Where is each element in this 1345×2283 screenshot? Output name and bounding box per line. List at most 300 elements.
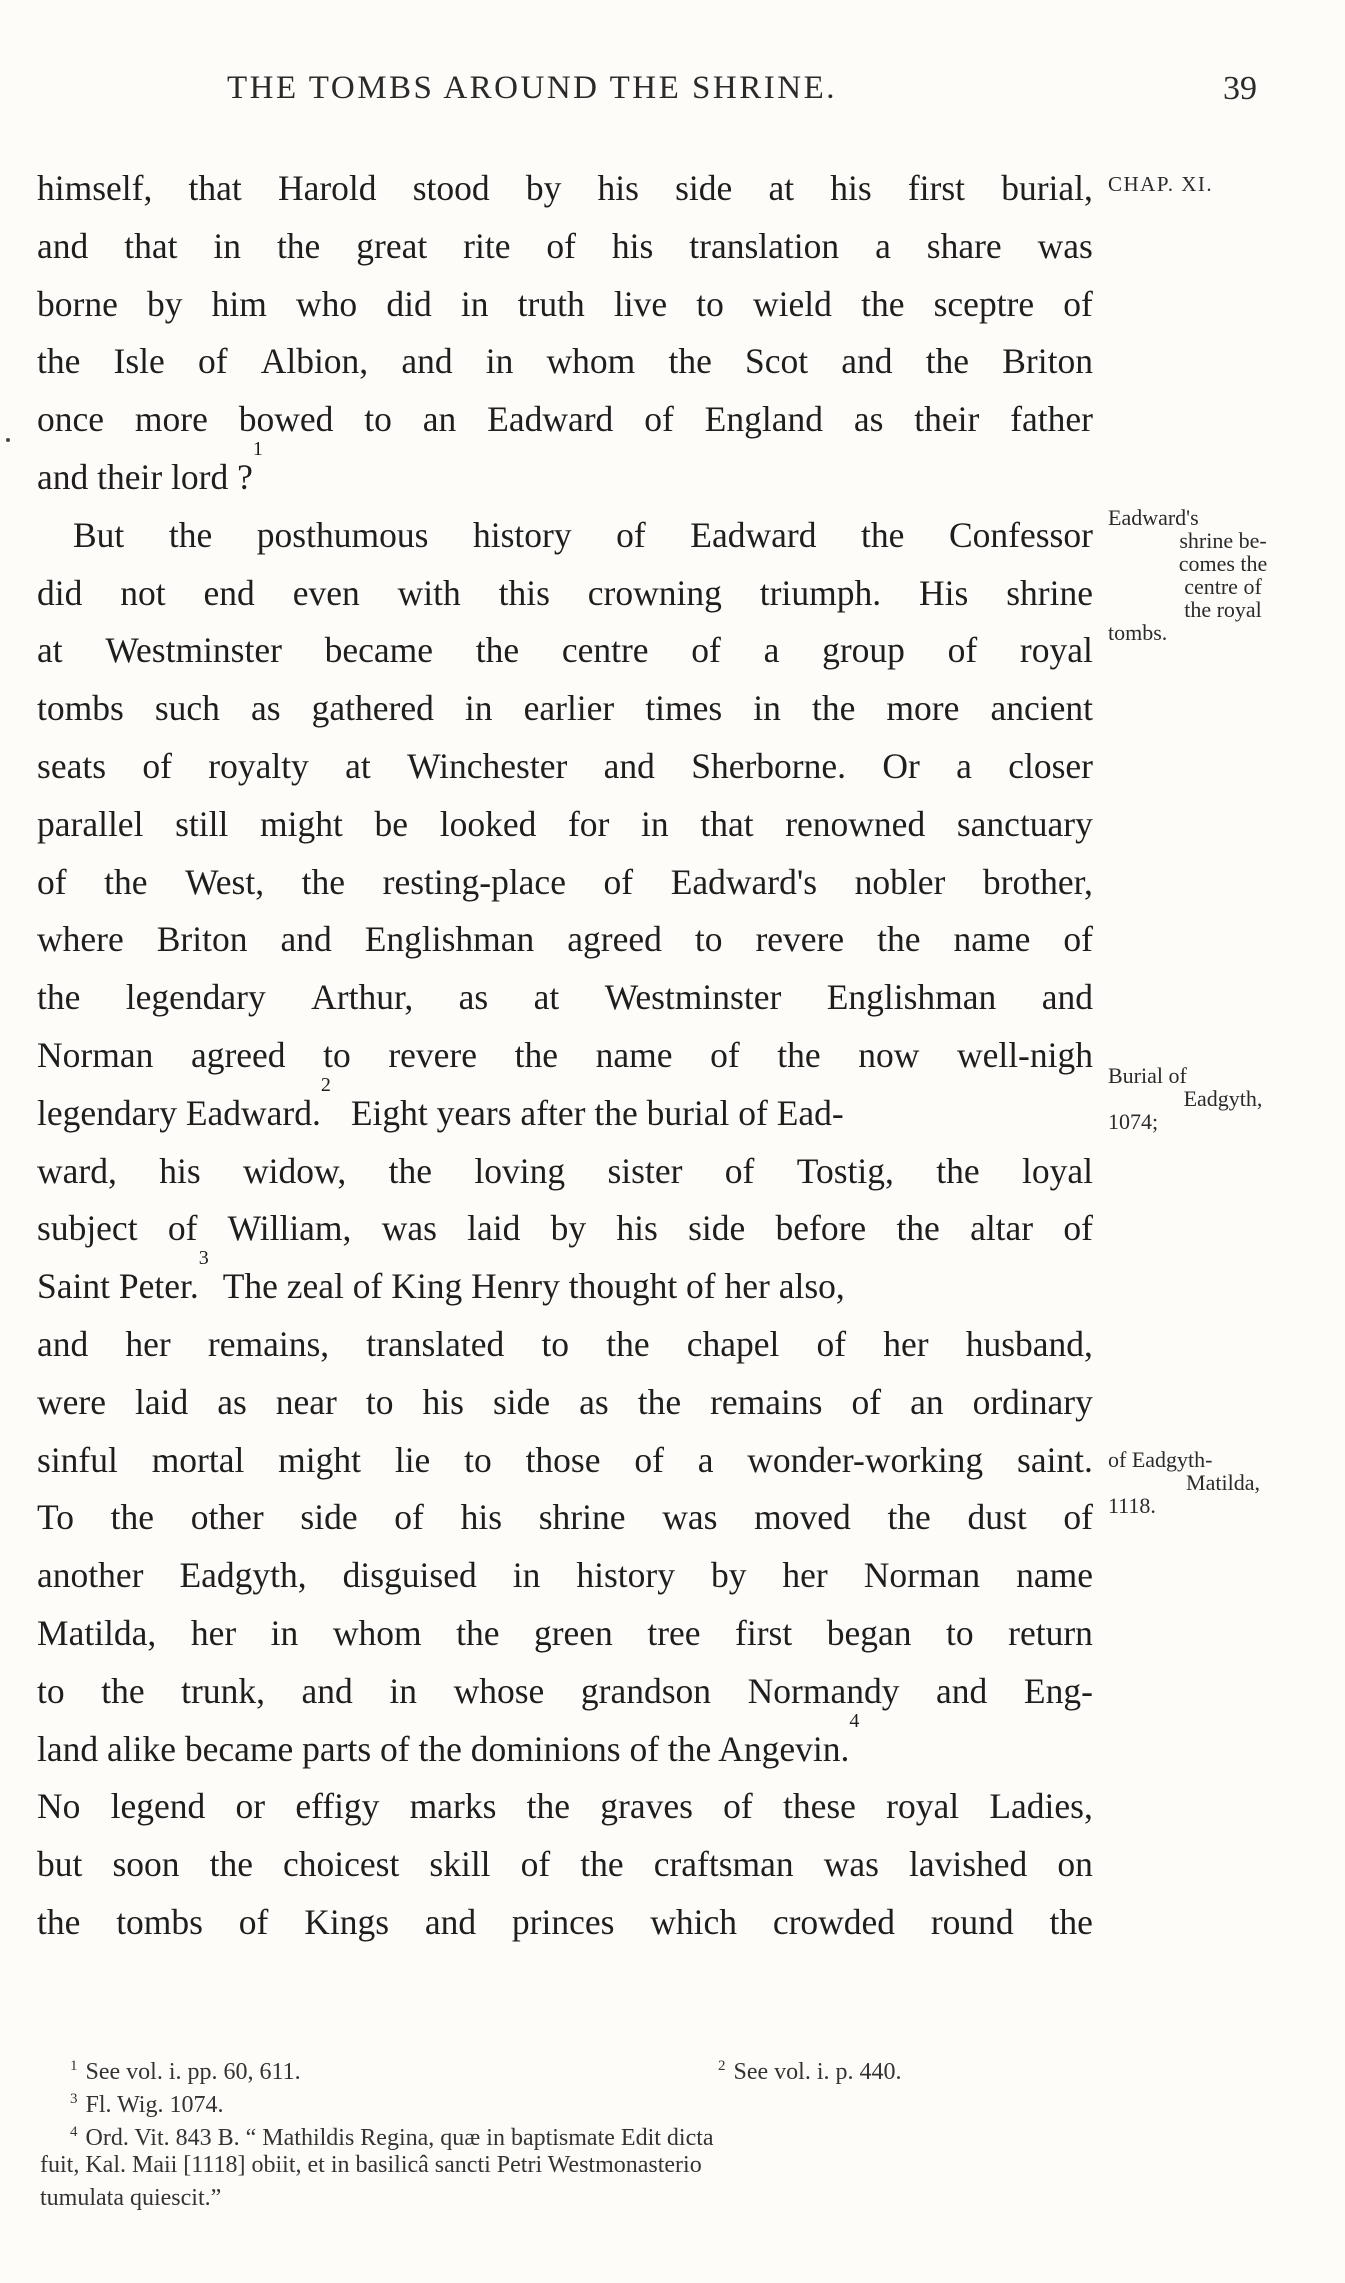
word: the <box>37 977 81 1018</box>
word: the <box>276 225 321 266</box>
word: Englishman <box>364 919 535 960</box>
word: marks <box>409 1786 497 1827</box>
footnote-number: 4 <box>70 2124 78 2140</box>
word: as <box>217 1381 247 1422</box>
word: for <box>567 803 610 844</box>
word: altar <box>970 1208 1034 1249</box>
text-line <box>37 276 1093 334</box>
word: Briton <box>1002 341 1093 382</box>
word: great <box>356 225 428 266</box>
word: sinful <box>37 1439 118 1480</box>
word: ordinary <box>972 1381 1093 1422</box>
word: an <box>422 399 457 440</box>
word: Arthur, <box>311 977 414 1018</box>
word: an <box>910 1381 944 1422</box>
word: group <box>822 630 905 671</box>
word: history <box>576 1555 675 1596</box>
word: Matilda, <box>37 1612 157 1653</box>
word: Isle <box>113 341 165 382</box>
word: the <box>209 1844 253 1885</box>
text-line <box>37 1836 1093 1894</box>
page-header <box>37 70 1257 120</box>
word: his <box>460 1497 503 1538</box>
word: the <box>777 1034 821 1075</box>
word: princes <box>511 1901 615 1942</box>
word: began <box>826 1612 912 1653</box>
word: to <box>946 1612 974 1653</box>
word: might <box>260 803 343 844</box>
word: and <box>936 1670 988 1711</box>
word: crowded <box>772 1901 896 1942</box>
word: trunk, <box>181 1670 265 1711</box>
word: revere <box>755 919 845 960</box>
word: laid <box>134 1381 189 1422</box>
word: more <box>886 688 960 729</box>
word: lie <box>394 1439 431 1480</box>
word: by <box>710 1555 747 1596</box>
word: share <box>926 225 1002 266</box>
word: was <box>381 1208 437 1249</box>
word: of <box>644 399 674 440</box>
word: the <box>1049 1901 1093 1942</box>
word: of <box>603 861 634 902</box>
word: on <box>1057 1844 1093 1885</box>
text-line <box>37 796 1093 854</box>
word: tombs <box>37 688 124 729</box>
word: chapel <box>686 1323 780 1364</box>
word: her <box>190 1612 237 1653</box>
text-line-content: The zeal of King Henry thought of her also, <box>222 1266 845 1307</box>
word: near <box>275 1381 337 1422</box>
word: of <box>851 1381 882 1422</box>
text-line <box>37 680 1093 738</box>
margin-note-line: Eadward's <box>1108 505 1199 530</box>
word: the <box>877 919 921 960</box>
word: Ladies, <box>989 1786 1093 1827</box>
word: that <box>188 168 242 208</box>
word: as <box>579 1381 609 1422</box>
word: of <box>816 1323 847 1364</box>
word: became <box>324 630 434 671</box>
word: wonder-working <box>747 1439 984 1480</box>
word: of <box>691 630 721 671</box>
word: at <box>533 977 560 1018</box>
word: remains, <box>207 1323 330 1364</box>
word: of <box>724 1150 755 1191</box>
word: return <box>1008 1612 1093 1653</box>
word: in <box>270 1612 299 1653</box>
word: Englishman <box>826 977 997 1018</box>
text-line <box>37 565 1093 623</box>
word: green <box>533 1612 613 1653</box>
word: in <box>389 1670 418 1711</box>
text-line <box>37 1432 1093 1490</box>
word: the <box>37 1901 81 1942</box>
word: this <box>498 572 550 613</box>
footnote-number: 1 <box>70 2058 78 2074</box>
word: side <box>688 1208 746 1249</box>
word: name <box>595 1034 673 1075</box>
word: Norman <box>37 1034 154 1075</box>
word: with <box>397 572 461 613</box>
word: as <box>853 399 884 440</box>
word: was <box>1037 225 1093 266</box>
word: not <box>120 572 166 613</box>
word: resting-place <box>382 861 566 902</box>
footnote-text: See vol. i. pp. 60, 611. <box>85 2059 301 2085</box>
word: burial, <box>1001 168 1093 208</box>
word: shrine <box>538 1497 626 1538</box>
word: a <box>697 1439 714 1480</box>
word: truth <box>517 283 585 324</box>
text-line <box>37 911 1093 969</box>
word: ancient <box>990 688 1093 729</box>
word: centre <box>561 630 649 671</box>
word: to <box>464 1439 492 1480</box>
word: to <box>364 399 392 440</box>
word: the <box>936 1150 980 1191</box>
text-line <box>37 1663 1093 1721</box>
word: Westminster <box>604 977 782 1018</box>
word: before <box>775 1208 867 1249</box>
footnote-text: Fl. Wig. 1074. <box>85 2092 224 2118</box>
text-line-content: legendary Eadward. <box>37 1092 321 1133</box>
text-line <box>37 333 1093 391</box>
word: Kings <box>304 1901 390 1942</box>
word: in <box>213 225 241 266</box>
word: Norman <box>863 1555 981 1596</box>
word: in <box>512 1555 541 1596</box>
word: West, <box>185 861 265 902</box>
word: of <box>142 745 172 786</box>
word: another <box>37 1555 144 1596</box>
margin-note-line: centre of <box>1184 574 1262 599</box>
word: parallel <box>37 803 144 844</box>
word: name <box>953 919 1031 960</box>
footnote-continuation: tumulata quiescit.” <box>40 2185 222 2211</box>
margin-note-line: 1118. <box>1108 1493 1156 1518</box>
word: in <box>641 803 669 844</box>
word: crowning <box>587 572 722 613</box>
word: that <box>700 803 754 844</box>
margin-note-line: 1074; <box>1108 1109 1159 1134</box>
word: loving <box>474 1150 566 1191</box>
text-line-content: and their lord ? <box>37 456 253 497</box>
word: of <box>167 1208 198 1249</box>
word: her <box>782 1555 828 1596</box>
word: shrine <box>1006 572 1093 613</box>
word: royal <box>886 1786 960 1827</box>
word: to <box>365 1381 394 1422</box>
word: closer <box>1008 745 1093 786</box>
word: of <box>1063 1497 1093 1538</box>
word: the <box>861 283 905 324</box>
word: revere <box>388 1034 478 1075</box>
word: Tostig, <box>796 1150 894 1191</box>
text-line-content: land alike became parts of the dominions of the Angevin. <box>37 1728 850 1769</box>
word: side <box>492 1381 551 1422</box>
margin-note-line: Matilda, <box>1186 1470 1260 1495</box>
word: But <box>73 514 125 555</box>
word: and <box>401 341 453 382</box>
word: as <box>251 688 281 729</box>
word: in <box>464 688 493 729</box>
word: Westminster <box>105 630 282 671</box>
word: loyal <box>1022 1150 1093 1191</box>
word: a <box>956 745 972 786</box>
word: the <box>168 514 213 555</box>
word: legendary <box>125 977 266 1018</box>
running-title: THE TOMBS AROUND THE SHRINE. <box>227 70 837 106</box>
word: brother, <box>982 861 1093 902</box>
word: whom <box>546 341 636 382</box>
text-line <box>37 160 1093 218</box>
text-line <box>37 507 1093 565</box>
word: whose <box>453 1670 545 1711</box>
word: Eadward <box>487 399 614 440</box>
word: renowned <box>785 803 926 844</box>
word: first <box>735 1612 793 1653</box>
word: Confessor <box>948 514 1093 555</box>
word: dust <box>967 1497 1027 1538</box>
word: to <box>37 1670 65 1711</box>
footnote-ref: 1 <box>252 437 263 460</box>
word: the <box>606 1323 650 1364</box>
word: Winchester <box>407 745 568 786</box>
footnote-row <box>40 2149 1280 2182</box>
word: her <box>883 1323 929 1364</box>
word: choicest <box>283 1844 400 1885</box>
word: the <box>861 514 905 555</box>
word: graves <box>600 1786 693 1827</box>
word: the <box>104 861 148 902</box>
word: agreed <box>190 1034 286 1075</box>
word: the <box>896 1208 940 1249</box>
word: or <box>235 1786 266 1827</box>
word: the <box>301 861 346 902</box>
word: To <box>37 1497 74 1538</box>
margin-note-line: shrine be- <box>1179 528 1267 553</box>
text-line <box>37 1073 1093 1143</box>
word: of <box>1063 1208 1093 1249</box>
word: the <box>668 341 712 382</box>
word: in <box>485 341 514 382</box>
word: Eadgyth, <box>179 1555 307 1596</box>
word: did <box>386 283 432 324</box>
word: and <box>37 1323 89 1364</box>
text-line <box>37 1894 1093 1952</box>
word: sanctuary <box>956 803 1093 844</box>
word: their <box>914 399 980 440</box>
word: the <box>37 341 81 382</box>
word: his <box>159 1150 201 1191</box>
word: ward, <box>37 1150 117 1191</box>
margin-note-burial-eadgyth <box>1108 1064 1338 1133</box>
footnote-row <box>40 2182 1280 2215</box>
text-line <box>37 218 1093 276</box>
word: Scot <box>744 341 809 382</box>
word: might <box>278 1439 362 1480</box>
word: that <box>124 225 178 266</box>
word: of <box>710 1034 740 1075</box>
footnote-text: See vol. i. p. 440. <box>733 2059 902 2085</box>
margin-note-line: tombs. <box>1108 620 1168 645</box>
word: nobler <box>854 861 946 902</box>
word: as <box>458 977 489 1018</box>
word: now <box>858 1034 920 1075</box>
word: stood <box>412 168 490 208</box>
word: legend <box>110 1786 206 1827</box>
footnote-row <box>40 2116 1280 2149</box>
margin-note-line: of Eadgyth- <box>1108 1447 1213 1472</box>
word: of <box>37 861 67 902</box>
margin-note-line: comes the <box>1178 551 1268 576</box>
word: the <box>887 1497 931 1538</box>
word: himself, <box>37 168 153 208</box>
word: his <box>830 168 872 208</box>
word: end <box>203 572 255 613</box>
word: grandson <box>580 1670 712 1711</box>
chapter-marker: CHAP. XI. <box>1108 172 1214 196</box>
word: gathered <box>311 688 434 729</box>
word: well-nigh <box>956 1034 1093 1075</box>
word: Briton <box>156 919 248 960</box>
word: in <box>460 283 489 324</box>
word: to <box>541 1323 570 1364</box>
word: the <box>637 1381 682 1422</box>
word: royal <box>1019 630 1093 671</box>
word: Normandy <box>747 1670 900 1711</box>
word: by <box>147 283 183 324</box>
word: saint. <box>1017 1439 1093 1480</box>
text-line <box>37 1605 1093 1663</box>
page-number: 39 <box>1223 70 1257 107</box>
word: of <box>197 341 228 382</box>
text-line <box>37 391 1093 449</box>
word: and <box>301 1670 353 1711</box>
word: borne <box>37 283 118 324</box>
word: who <box>296 283 358 324</box>
word: remains <box>710 1381 823 1422</box>
word: a <box>875 225 891 266</box>
footnote-continuation: fuit, Kal. Maii [1118] obiit, et in basilicâ sancti Petri Westmonasterio <box>40 2152 702 2178</box>
word: translated <box>366 1323 505 1364</box>
stray-ink-mark <box>6 438 10 442</box>
word: at <box>37 630 63 671</box>
word: Albion, <box>260 341 369 382</box>
word: was <box>823 1844 879 1885</box>
word: of <box>723 1786 753 1827</box>
word: the <box>514 1034 558 1075</box>
word: side <box>300 1497 358 1538</box>
word: in <box>753 688 781 729</box>
word: first <box>907 168 966 208</box>
footnote-ref: 4 <box>849 1709 860 1732</box>
word: once <box>37 399 105 440</box>
text-line <box>37 1547 1093 1605</box>
word: round <box>930 1901 1014 1942</box>
text-line <box>37 1374 1093 1432</box>
word: which <box>650 1901 737 1942</box>
word: the <box>101 1670 145 1711</box>
word: did <box>37 572 83 613</box>
word: by <box>550 1208 587 1249</box>
word: name <box>1016 1555 1093 1596</box>
word: more <box>134 399 208 440</box>
word: bowed <box>238 399 334 440</box>
word: were <box>37 1381 106 1422</box>
word: other <box>190 1497 264 1538</box>
word: widow, <box>243 1150 347 1191</box>
word: Sherborne. <box>691 745 847 786</box>
word: Eadward's <box>670 861 818 902</box>
word: be <box>374 803 409 844</box>
word: of <box>546 225 576 266</box>
footnote-row <box>40 2083 1280 2116</box>
word: live <box>613 283 668 324</box>
word: sceptre <box>933 283 1035 324</box>
word: the <box>475 630 520 671</box>
word: craftsman <box>653 1844 794 1885</box>
word: to <box>323 1034 351 1075</box>
word: England <box>704 399 823 440</box>
word: wield <box>753 283 832 324</box>
footnote-text: Ord. Vit. 843 B. “ Mathildis Regina, quæ in baptismate Edit dicta <box>85 2125 714 2151</box>
text-line <box>37 1027 1093 1085</box>
word: her <box>125 1323 171 1364</box>
word: the <box>110 1497 155 1538</box>
word: of <box>616 514 646 555</box>
word: the <box>925 341 970 382</box>
text-line <box>37 738 1093 796</box>
word: soon <box>112 1844 180 1885</box>
word: times <box>645 688 723 729</box>
word: seats <box>37 745 107 786</box>
word: his <box>597 168 639 208</box>
word: where <box>37 919 124 960</box>
footnote-row <box>40 2050 1280 2083</box>
footnote-number: 2 <box>718 2058 726 2074</box>
word: but <box>37 1844 83 1885</box>
word: a <box>763 630 780 671</box>
word: the <box>580 1844 624 1885</box>
footnotes <box>40 2050 1280 2215</box>
word: his <box>611 225 654 266</box>
word: moved <box>754 1497 851 1538</box>
text-line <box>37 854 1093 912</box>
word: triumph. <box>759 572 882 613</box>
word: disguised <box>342 1555 477 1596</box>
word: earlier <box>523 688 615 729</box>
word: Or <box>882 745 920 786</box>
word: subject <box>37 1208 138 1249</box>
word: those <box>525 1439 601 1480</box>
word: whom <box>332 1612 422 1653</box>
word: skill <box>429 1844 491 1885</box>
word: and <box>280 919 332 960</box>
word: his <box>616 1208 658 1249</box>
word: of <box>1063 919 1093 960</box>
text-line <box>37 1316 1093 1374</box>
text-line-content: Saint Peter. <box>37 1266 199 1307</box>
word: to <box>696 283 724 324</box>
word: mortal <box>151 1439 245 1480</box>
word: the <box>526 1786 571 1827</box>
word: sister <box>607 1150 683 1191</box>
text-line <box>37 1709 1093 1779</box>
footnote-ref: 2 <box>320 1073 331 1096</box>
word: effigy <box>295 1786 380 1827</box>
